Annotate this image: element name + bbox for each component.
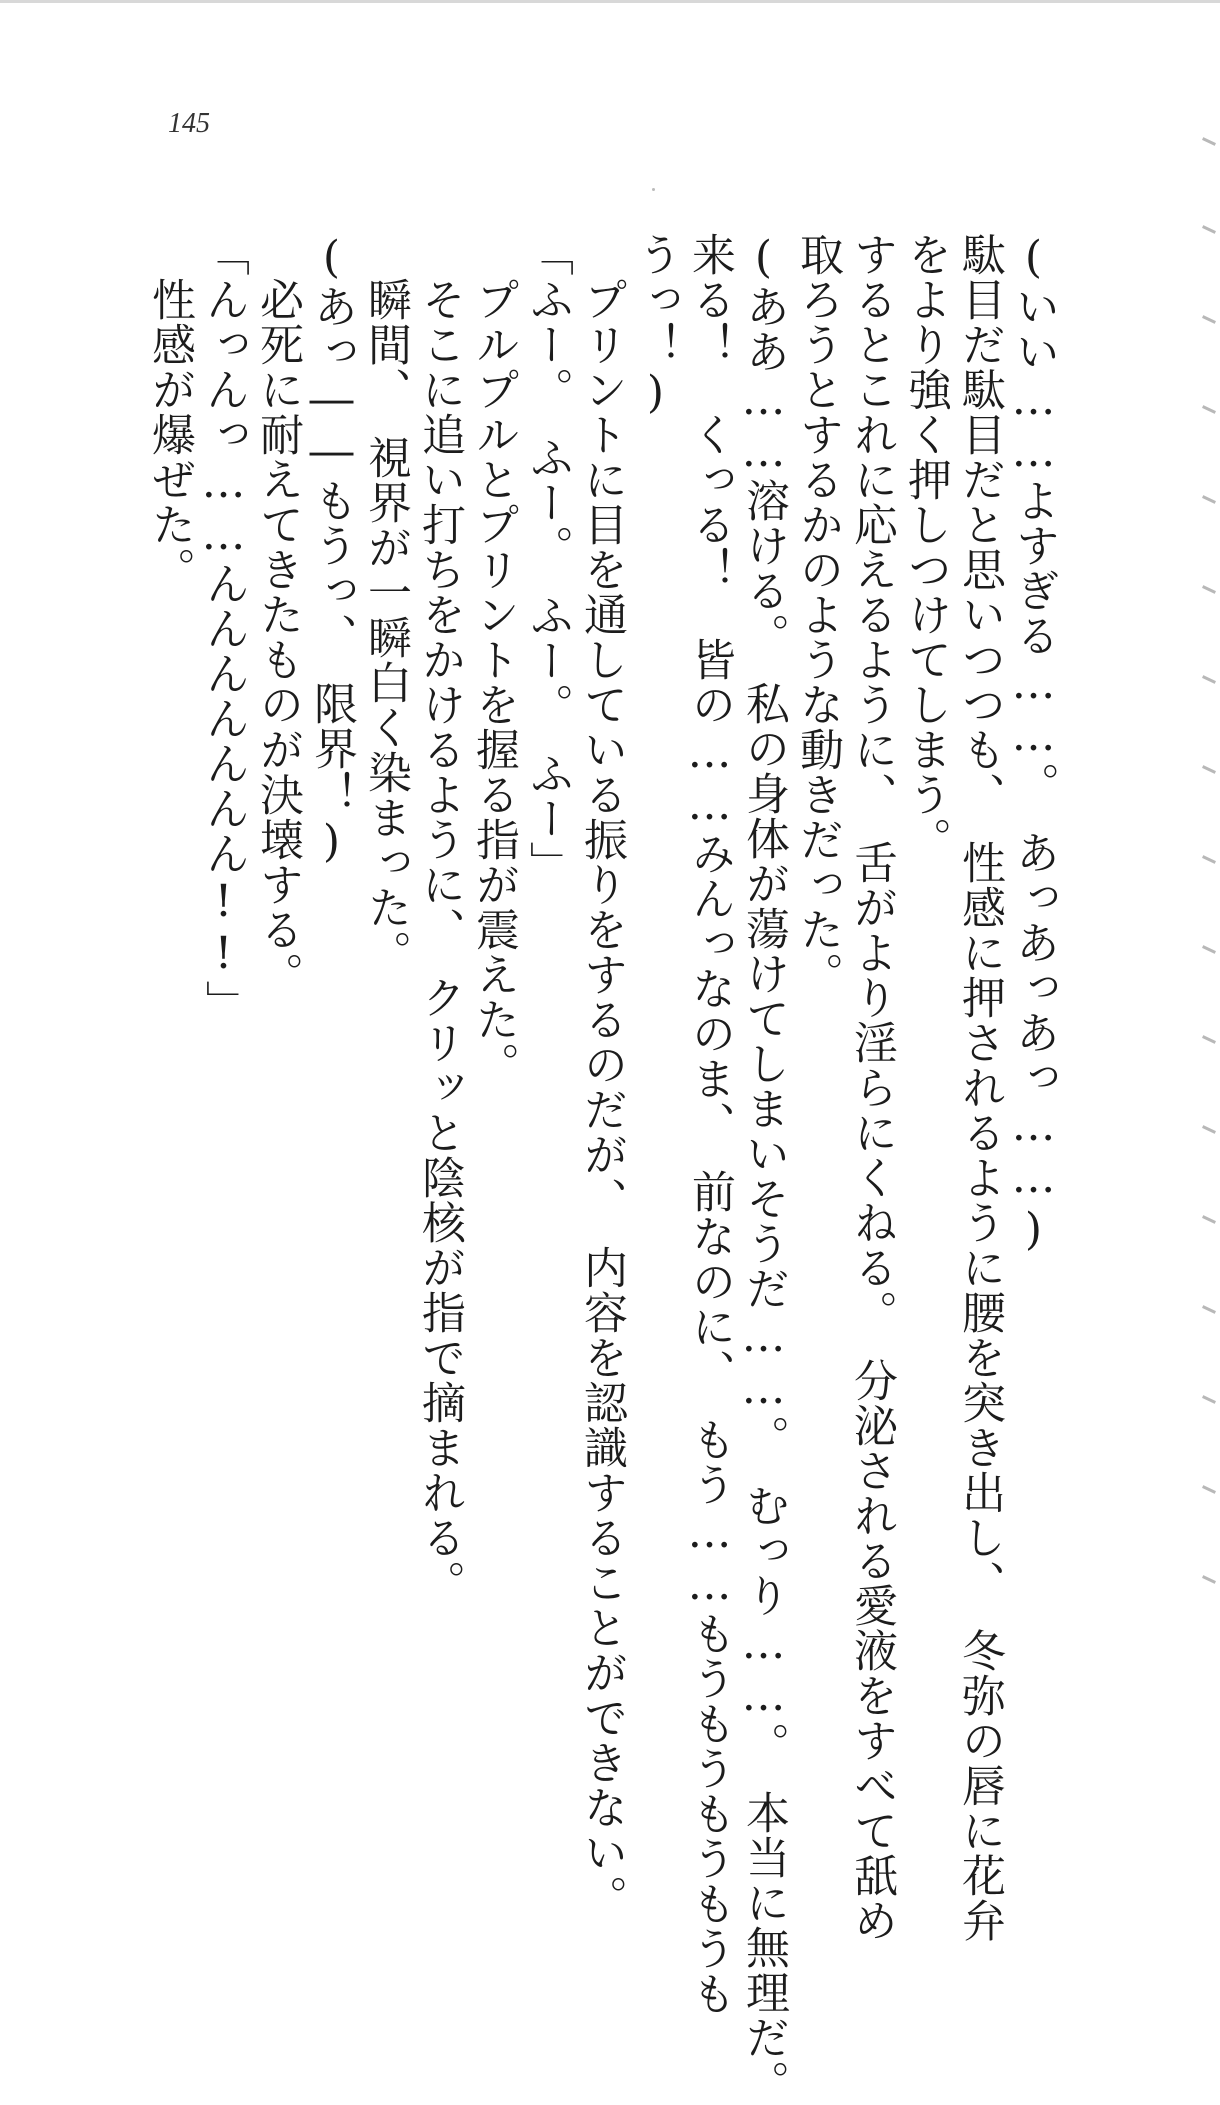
text-line: 性感が爆ぜた。 [144, 232, 195, 592]
text-line: 来る！ くっる！ 皆の……みんっなのま、 前なのに、 もう……もうもうもうもうも [684, 232, 735, 2016]
edge-mark [1202, 1575, 1216, 1584]
edge-mark [1202, 225, 1216, 234]
text-line: 「んっんっ……んんんんんんん!!」 [198, 232, 249, 1025]
edge-mark [1202, 405, 1216, 414]
text-line: 取ろうとするかのような動きだった。 [792, 232, 843, 997]
edge-mark [1202, 1305, 1216, 1314]
text-line: 瞬間、 視界が一瞬白く染まった。 [360, 232, 411, 975]
edge-mark [1202, 1035, 1216, 1044]
speck [652, 188, 655, 191]
edge-mark [1202, 585, 1216, 594]
text-line: プルプルとプリントを握る指が震えた。 [468, 232, 519, 1087]
edge-mark [1202, 137, 1216, 146]
edge-mark [1202, 855, 1216, 864]
text-line: うっ！) [630, 232, 681, 419]
page-edge-marks [1190, 0, 1220, 1767]
page-number: 145 [168, 108, 210, 139]
text-line: するとこれに応えるように、 舌がより淫らにくねる。 分泌される愛液をすべて舐め [846, 232, 897, 1943]
text-line: をより強く押しつけてしまう。 [900, 232, 951, 862]
text-line: (あっ――もうっ、 限界！) [306, 232, 357, 868]
text-line: 「ふー。 ふー。 ふー。 ふー」 [522, 232, 573, 886]
edge-mark [1202, 945, 1216, 954]
text-line: (ああ……溶ける。 私の身体が蕩けてしまいそうだ……。 むっり……。 本当に無理だ。 [738, 232, 789, 2105]
text-line: そこに追い打ちをかけるように、 クリッと陰核が指で摘まれる。 [414, 232, 465, 1605]
edge-mark [1202, 1215, 1216, 1224]
edge-mark [1202, 1125, 1216, 1134]
vertical-body-text [142, 232, 1060, 2105]
text-line: 必死に耐えてきたものが決壊する。 [252, 232, 303, 997]
text-line: 駄目だ駄目だと思いつつも、 性感に押されるように腰を突き出し、 冬弥の唇に花弁 [954, 232, 1005, 1943]
edge-mark [1202, 495, 1216, 504]
edge-mark [1202, 1395, 1216, 1404]
edge-mark [1202, 315, 1216, 324]
top-edge-line [0, 0, 1220, 3]
edge-mark [1202, 1485, 1216, 1494]
edge-mark [1202, 675, 1216, 684]
text-line: (いい……よすぎる……。 あっあっあっ……) [1008, 232, 1059, 1256]
edge-mark [1202, 765, 1216, 774]
text-line: プリントに目を通している振りをするのだが、 内容を認識することができない。 [576, 232, 627, 1920]
